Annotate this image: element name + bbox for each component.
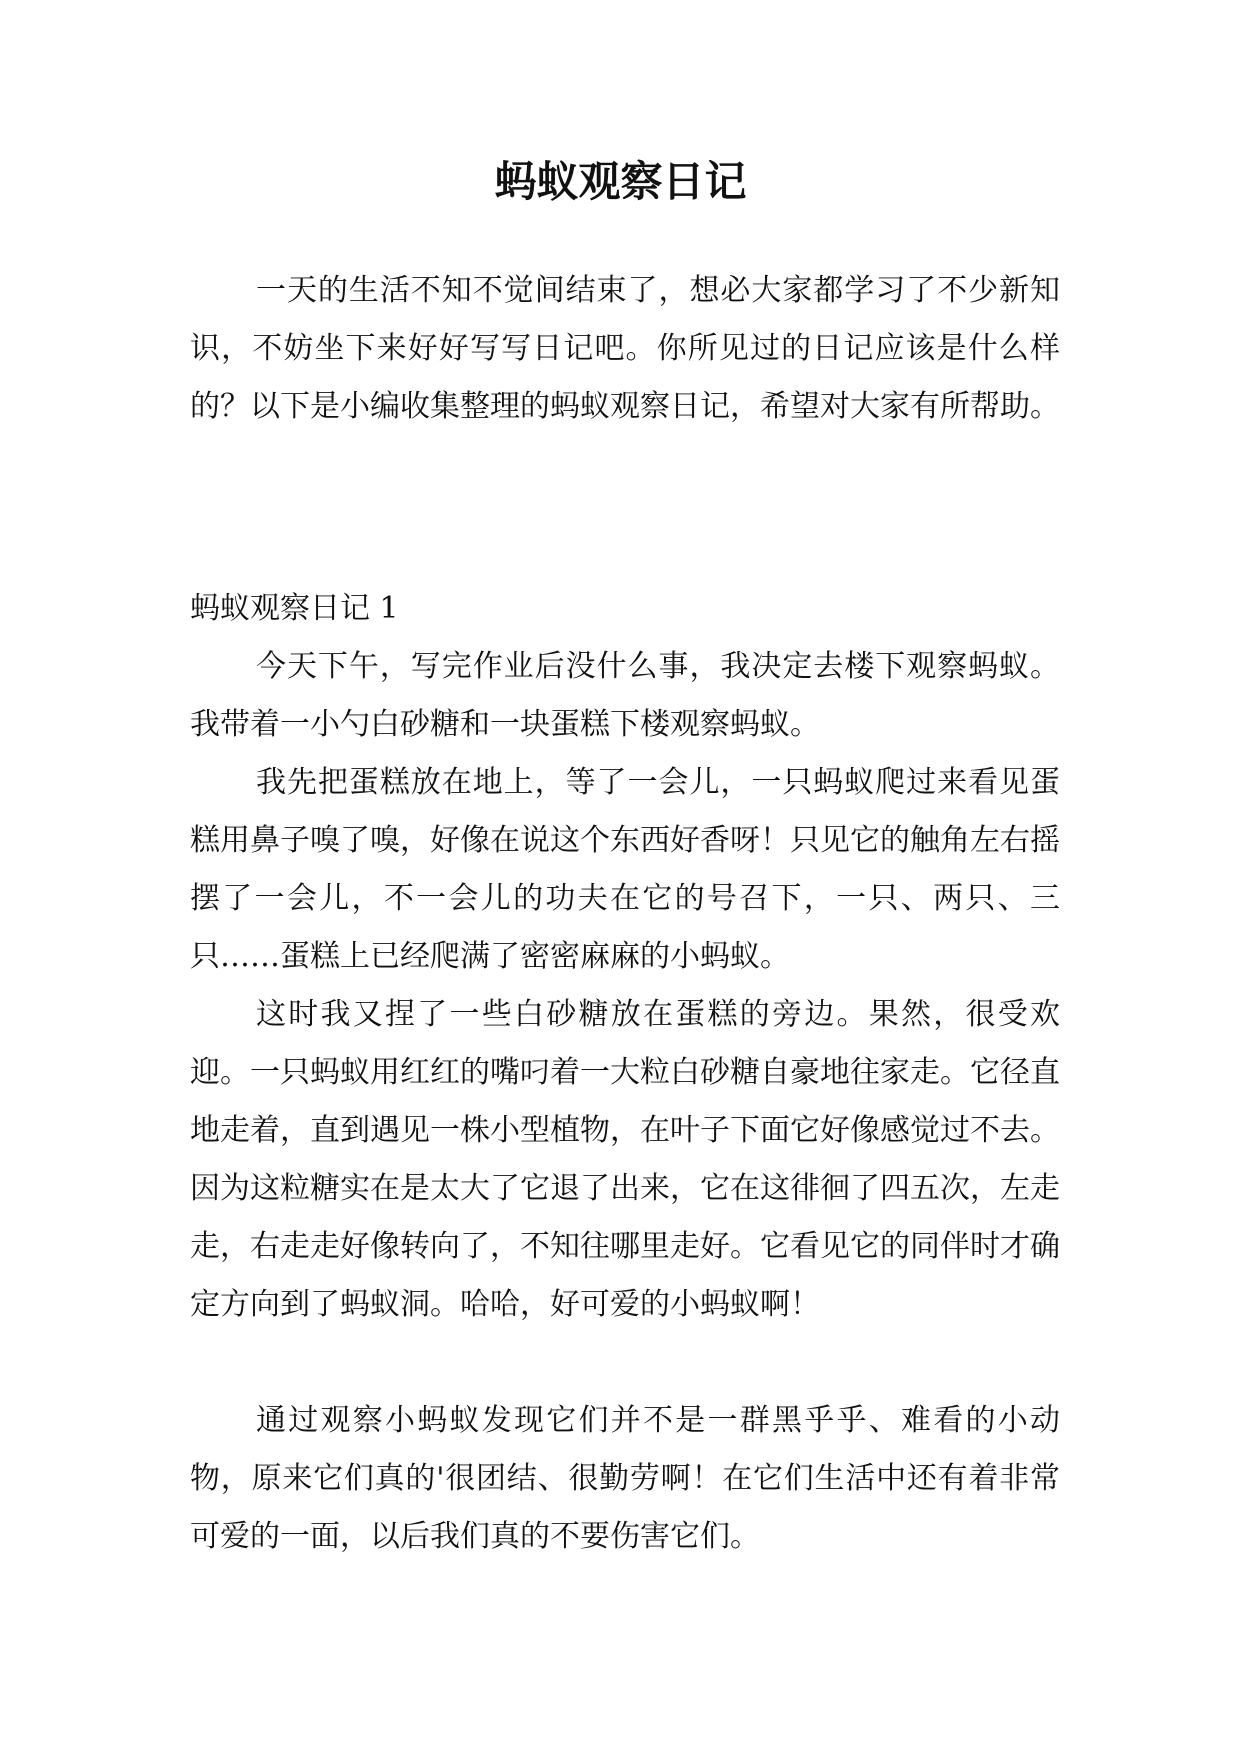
body-paragraph-3: 这时我又捏了一些白砂糖放在蛋糕的旁边。果然，很受欢迎。一只蚂蚁用红红的嘴叼着一大粒白砂糖自豪地往家走。它径直地走着，直到遇见一株小型植物，在叶子下面它好像感觉过不去。因为这粒糖实在是太大了它退了出来，它在这徘徊了四五次，左走走，右走走好像转向了，不知往哪里走好。它看见它的同伴时才确定方向到了蚂蚁洞。哈哈，好可爱的小蚂蚁啊！ xyxy=(190,997,1060,1322)
body-paragraph-2: 我先把蛋糕放在地上，等了一会儿，一只蚂蚁爬过来看见蛋糕用鼻子嗅了嗅，好像在说这个东西好香呀！只见它的触角左右摇摆了一会儿，不一会儿的功夫在它的号召下，一只、两只、三只……蛋糕上已经爬满了密密麻麻的小蚂蚁。 xyxy=(190,765,1060,974)
document-title: 蚂蚁观察日记 xyxy=(494,157,747,206)
body-paragraph-4: 通过观察小蚂蚁发现它们并不是一群黑乎乎、难看的小动物，原来它们真的'很团结、很勤劳啊！在它们生活中还有着非常可爱的一面，以后我们真的不要伤害它们。 xyxy=(190,1403,1060,1554)
section-heading: 蚂蚁观察日记 1 xyxy=(190,591,399,626)
intro-paragraph: 一天的生活不知不觉间结束了，想必大家都学习了不少新知识，不妨坐下来好好写写日记吧。你所见过的日记应该是什么样的？以下是小编收集整理的蚂蚁观察日记，希望对大家有所帮助。 xyxy=(190,273,1060,424)
body-paragraph-1: 今天下午，写完作业后没什么事，我决定去楼下观察蚂蚁。我带着一小勺白砂糖和一块蛋糕下楼观察蚂蚁。 xyxy=(190,649,1060,742)
